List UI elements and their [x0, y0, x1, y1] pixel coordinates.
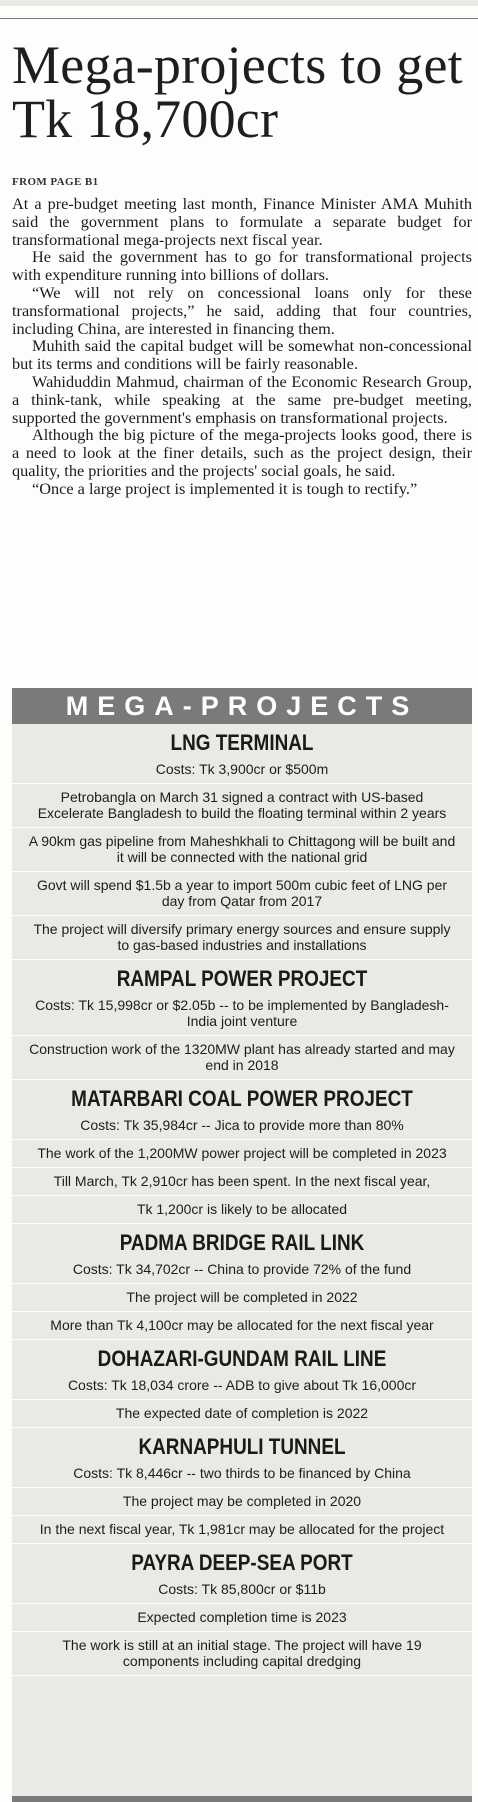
project-title: PADMA BRIDGE RAIL LINK — [119, 1230, 365, 1255]
project-cost: Costs: Tk 34,702cr -- China to provide 72% of the fund — [12, 1256, 472, 1284]
project-cost: Costs: Tk 35,984cr -- Jica to provide more than 80% — [12, 1112, 472, 1140]
project-title: MATARBARI COAL POWER PROJECT — [71, 1086, 413, 1111]
project-title: RAMPAL POWER PROJECT — [116, 966, 368, 991]
article-paragraph: He said the government has to go for transformational projects with expenditure running into billions of dollars. — [12, 247, 472, 285]
project-item: The work is still at an initial stage. The project will have 19 components including capital dredging — [12, 1632, 472, 1676]
project-item: The expected date of completion is 2022 — [12, 1400, 472, 1428]
box-bottom-bar — [12, 1796, 472, 1802]
project-item: The project may be completed in 2020 — [12, 1488, 472, 1516]
headline: Mega-projects to get Tk 18,700cr — [12, 35, 463, 149]
top-rule — [0, 18, 478, 19]
project-item: The work of the 1,200MW power project will be completed in 2023 — [12, 1140, 472, 1168]
project-item: Construction work of the 1320MW plant has already started and may end in 2018 — [12, 1036, 472, 1080]
project-item: Expected completion time is 2023 — [12, 1604, 472, 1632]
project-item: Govt will spend $1.5b a year to import 500m cubic feet of LNG per day from Qatar from 2017 — [12, 872, 472, 916]
project-cost: Costs: Tk 18,034 crore -- ADB to give about Tk 16,000cr — [12, 1372, 472, 1400]
project-cost: Costs: Tk 3,900cr or $500m — [12, 756, 472, 784]
project-item: In the next fiscal year, Tk 1,981cr may be allocated for the project — [12, 1516, 472, 1544]
from-page-label: FROM PAGE B1 — [12, 176, 99, 188]
project-title: DOHAZARI-GUNDAM RAIL LINE — [97, 1346, 387, 1371]
project-item: Tk 1,200cr is likely to be allocated — [12, 1196, 472, 1224]
project-cost: Costs: Tk 8,446cr -- two thirds to be financed by China — [12, 1460, 472, 1488]
project-title: LNG TERMINAL — [170, 730, 314, 755]
article-paragraph: “Once a large project is implemented it is tough to rectify.” — [32, 478, 418, 498]
article-paragraph: Muhith said the capital budget will be somewhat non-concessional but its terms and conditions will be fairly reasonable. — [12, 336, 472, 374]
mega-projects-box — [12, 688, 472, 1802]
project-item: More than Tk 4,100cr may be allocated for the next fiscal year — [12, 1312, 472, 1340]
project-item: The project will be completed in 2022 — [12, 1284, 472, 1312]
article-paragraph: Although the big picture of the mega-projects looks good, there is a need to look at the finer details, such as the project design, their quality, the priorities and the projects' social goals, he said. — [12, 425, 472, 480]
project-title: PAYRA DEEP-SEA PORT — [131, 1550, 353, 1575]
project-title: KARNAPHULI TUNNEL — [138, 1434, 346, 1459]
project-cost: Costs: Tk 85,800cr or $11b — [12, 1576, 472, 1604]
project-item: The project will diversify primary energy sources and ensure supply to gas-based industries and installations — [12, 916, 472, 960]
project-item: A 90km gas pipeline from Maheshkhali to Chittagong will be built and it will be connected with the national grid — [12, 828, 472, 872]
box-title: MEGA-PROJECTS — [12, 688, 472, 724]
project-item: Petrobangla on March 31 signed a contract with US-based Excelerate Bangladesh to build the floating terminal within 2 years — [12, 784, 472, 828]
article-paragraph: At a pre-budget meeting last month, Finance Minister AMA Muhith said the government plans to formulate a separate budget for transformational mega-projects next fiscal year. — [12, 194, 472, 249]
article-paragraph: “We will not rely on concessional loans only for these transformational projects,” he said, adding that four countries, including China, are interested in financing them. — [12, 282, 472, 338]
article-paragraph: Wahiduddin Mahmud, chairman of the Economic Research Group, a think-tank, while speaking at the same pre-budget meeting, supported the government's emphasis on transformational projects. — [12, 371, 472, 427]
article-body — [12, 195, 472, 498]
project-item: Till March, Tk 2,910cr has been spent. In the next fiscal year, — [12, 1168, 472, 1196]
top-edge-band — [0, 0, 478, 6]
project-cost: Costs: Tk 15,998cr or $2.05b -- to be implemented by Bangladesh-India joint venture — [12, 992, 472, 1036]
